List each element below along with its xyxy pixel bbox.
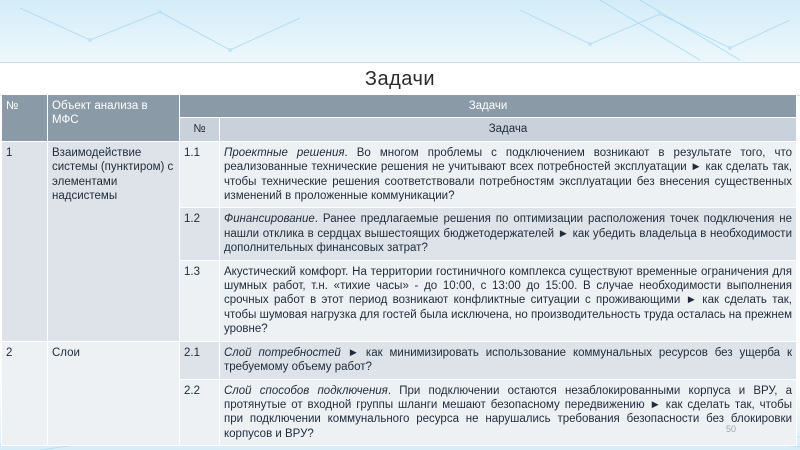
task-lead: Слой способов подключения (224, 384, 388, 397)
task-lead: Слой потребностей (224, 346, 341, 359)
page-number: 50 (725, 424, 736, 434)
task-body: ► как минимизировать использование коммунальных ресурсов без ущерба к требуемому объему работ? (224, 346, 792, 374)
header-tasks: Задачи (180, 95, 797, 118)
group-object: Взаимодействие системы (пунктиром) с элементами надсистемы (48, 141, 180, 341)
task-number: 1.2 (180, 208, 220, 260)
task-body: Акустический комфорт. На территории гостиничного комплекса существуют временные ограничения для шумных работ, т.н. «тихие часы» - до 10:00, с 13:00 до 15:00. В случае необходимости выполнения срочных работ в этот период возникают конфликтные ситуации с проживающими ► как сделать так, чтобы шумовая нагрузка для гостей была исключена, но производительность труда осталась на прежнем уровне? (224, 265, 792, 336)
title-bar (0, 62, 800, 96)
task-text (220, 379, 797, 446)
table-row (2, 341, 797, 379)
task-text (220, 208, 797, 260)
task-text (220, 141, 797, 208)
group-number: 2 (2, 341, 48, 445)
task-body: . Во многом проблемы с подключением возникают в результате того, что реализованные технические решения не учитывают всех потребностей эксплуатации ► как сделать так, чтобы технические решения соответствовали потребностям эксплуатации без внесения существенных изменений в проложенные коммуникации? (224, 146, 793, 203)
table-row (2, 141, 797, 208)
header-object: Объект анализа в МФС (48, 95, 180, 142)
network-decoration (0, 0, 800, 62)
task-number: 1.1 (180, 141, 220, 208)
slide-title: Задачи (364, 68, 436, 90)
task-text (220, 341, 797, 379)
group-object: Слои (48, 341, 180, 445)
task-number: 2.1 (180, 341, 220, 379)
task-lead: Финансирование (224, 213, 315, 226)
task-text (220, 260, 797, 341)
header-task: Задача (220, 118, 797, 141)
header-sub-number: № (180, 118, 220, 141)
header-number: № (2, 95, 48, 142)
group-number: 1 (2, 141, 48, 341)
task-body: . При подключении остаются незаблокированными корпуса и ВРУ, а протянутые от входной группы шланги мешают безопасному передвижению ► как сделать так, чтобы при подключении коммунального ресурса не нарушались требования безопасности без блокировки корпусов и ВРУ? (224, 384, 792, 440)
tasks-table (1, 94, 797, 446)
task-number: 2.2 (180, 379, 220, 446)
task-number: 1.3 (180, 260, 220, 341)
task-lead: Проектные решения (224, 146, 345, 159)
task-body: . Ранее предлагаемые решения по оптимизации расположения точек подключения не нашли отклика в сердцах вышестоящих бюджетодержателей ► как убедить владельца в необходимости дополнительных финансовых затрат? (224, 213, 792, 255)
